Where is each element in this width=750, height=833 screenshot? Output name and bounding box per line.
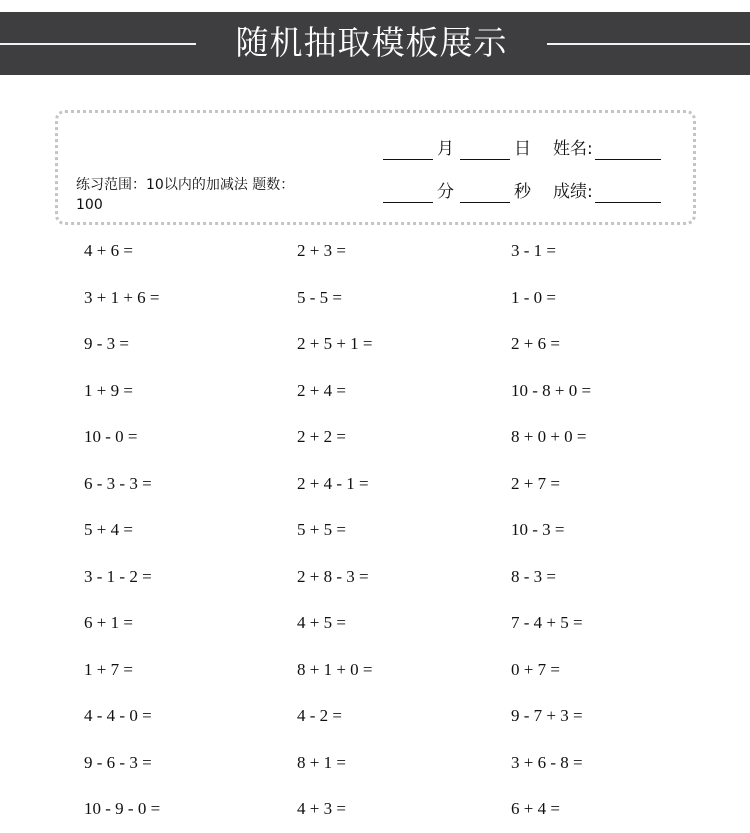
math-problem: 6 + 1 = bbox=[84, 613, 133, 632]
math-problem: 10 - 3 = bbox=[511, 520, 565, 539]
page-title: 随机抽取模板展示 bbox=[235, 23, 508, 62]
math-problem: 6 + 4 = bbox=[511, 799, 560, 818]
math-problem: 2 + 7 = bbox=[511, 473, 560, 493]
math-problem: 9 - 7 + 3 = bbox=[511, 706, 583, 725]
math-problem: 5 + 5 = bbox=[297, 520, 346, 539]
worksheet-info-box bbox=[55, 110, 696, 225]
score-blank[interactable] bbox=[595, 185, 661, 203]
day-blank[interactable] bbox=[460, 142, 510, 160]
math-problem: 9 - 6 - 3 = bbox=[84, 752, 152, 772]
math-problem: 1 - 0 = bbox=[511, 287, 556, 307]
math-problem: 2 + 8 - 3 = bbox=[297, 566, 369, 586]
banner-rule-right bbox=[547, 43, 750, 45]
math-problem: 3 + 6 - 8 = bbox=[511, 752, 583, 772]
name-label: 姓名: bbox=[553, 139, 593, 159]
math-problem: 5 - 5 = bbox=[297, 287, 342, 307]
math-problem: 5 + 4 = bbox=[84, 520, 133, 539]
banner-rule-left bbox=[0, 43, 196, 45]
math-problem: 8 - 3 = bbox=[511, 566, 556, 586]
math-problem: 4 + 5 = bbox=[297, 613, 346, 632]
title-banner bbox=[0, 12, 750, 75]
math-problem: 8 + 0 + 0 = bbox=[511, 427, 587, 446]
second-label: 秒 bbox=[514, 182, 531, 202]
math-problem: 3 + 1 + 6 = bbox=[84, 287, 160, 307]
math-problem: 2 + 6 = bbox=[511, 334, 560, 353]
score-label: 成绩: bbox=[553, 182, 593, 202]
month-label: 月 bbox=[437, 139, 454, 159]
math-problem: 1 + 7 = bbox=[84, 659, 133, 679]
math-problem: 10 - 9 - 0 = bbox=[84, 799, 161, 818]
math-problem: 4 + 3 = bbox=[297, 799, 346, 818]
math-problem: 8 + 1 + 0 = bbox=[297, 659, 373, 679]
math-problem: 7 - 4 + 5 = bbox=[511, 613, 583, 632]
math-problem: 4 + 6 = bbox=[84, 241, 133, 260]
name-blank[interactable] bbox=[595, 142, 661, 160]
day-label: 日 bbox=[514, 139, 531, 159]
math-problem: 2 + 5 + 1 = bbox=[297, 334, 373, 353]
math-problem: 10 - 8 + 0 = bbox=[511, 380, 592, 400]
math-problem: 3 - 1 - 2 = bbox=[84, 566, 152, 586]
month-blank[interactable] bbox=[383, 142, 433, 160]
math-problem: 2 + 3 = bbox=[297, 241, 346, 260]
date-name-row bbox=[383, 138, 661, 160]
math-problem: 10 - 0 = bbox=[84, 427, 138, 446]
math-problem: 1 + 9 = bbox=[84, 380, 133, 400]
math-problem: 2 + 4 - 1 = bbox=[297, 473, 369, 493]
math-problem: 3 - 1 = bbox=[511, 241, 556, 260]
math-problem: 4 - 4 - 0 = bbox=[84, 706, 152, 725]
math-problem: 0 + 7 = bbox=[511, 659, 560, 679]
minute-label: 分 bbox=[437, 182, 454, 202]
second-blank[interactable] bbox=[460, 185, 510, 203]
math-problem: 6 - 3 - 3 = bbox=[84, 473, 152, 493]
practice-scope-text: 练习范围：10以内的加减法 题数：100 bbox=[76, 177, 295, 213]
math-problem: 2 + 4 = bbox=[297, 380, 346, 400]
minute-blank[interactable] bbox=[383, 185, 433, 203]
math-problem: 9 - 3 = bbox=[84, 334, 129, 353]
math-problem: 8 + 1 = bbox=[297, 752, 346, 772]
math-problem: 4 - 2 = bbox=[297, 706, 342, 725]
time-score-row bbox=[383, 181, 661, 203]
math-problem: 2 + 2 = bbox=[297, 427, 346, 446]
